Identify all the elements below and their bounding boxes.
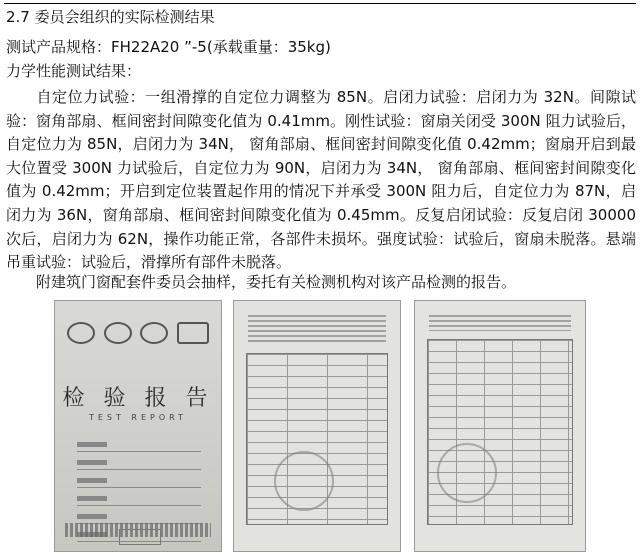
cma-logo-icon (177, 322, 209, 344)
results-table-scan (414, 300, 586, 552)
spec-line: 测试产品规格：FH22A20 ”-5(承载重量：35kg) (6, 38, 331, 56)
report-page-seal-icon (274, 451, 334, 511)
report-cover-stamp (119, 529, 161, 545)
results-label: 力学性能测试结果： (6, 62, 142, 80)
section-heading: 2.7 委员会组织的实际检测结果 (6, 8, 215, 26)
results-paragraph-text: 自定位力试验：一组滑撑的自定位力调整为 85N。启闭力试验：启闭力为 32N。间隙试验：窗角部扇、框间密封间隙变化值为 0.41mm。刚性试验：窗扇关闭受 300N 阻力试验后，自定位力为 85N，启闭力为 34N， 窗角部扇、框间密封间隙变化值 0.42mm；窗扇开启到最大位置受 300N 力试验后，自定位力为 90N，启闭力为 34N， 窗角部扇、框间密封间隙变化值为 0.42mm；开启到定位装置起作用的情况下并承受 300N 阻力后，自定位力为 87N，启闭力为 36N，窗角部扇、框间密封间隙变化值为 0.45mm。反复启闭试验：反复启闭 30000 次后，启闭力为 62N，操作功能正常，各部件未损坏。强度试验：试验后，窗扇未脱落。悬端吊重试验：试验后，滑撑所有部件未脱落。 (6, 88, 636, 272)
appendix-note-text: 附建筑门窗配套件委员会抽样，委托有关检测机构对该产品检测的报告。 (36, 273, 517, 291)
report-cover-title: 检 验 报 告 (62, 386, 214, 411)
results-paragraph (6, 86, 636, 275)
top-rule (4, 3, 636, 4)
appendix-note (6, 272, 516, 292)
report-page-header (248, 315, 386, 345)
report-cover-scan (54, 300, 222, 552)
cert-logo-icon (67, 322, 95, 344)
cnas-logo-icon (104, 322, 132, 344)
results-table-seal-icon (437, 443, 497, 503)
results-table-header (429, 315, 571, 331)
report-cover-subtitle: TEST REPORT (88, 413, 188, 422)
certification-logos (67, 319, 209, 347)
report-page-scan (233, 300, 401, 552)
ilac-logo-icon (140, 322, 168, 344)
